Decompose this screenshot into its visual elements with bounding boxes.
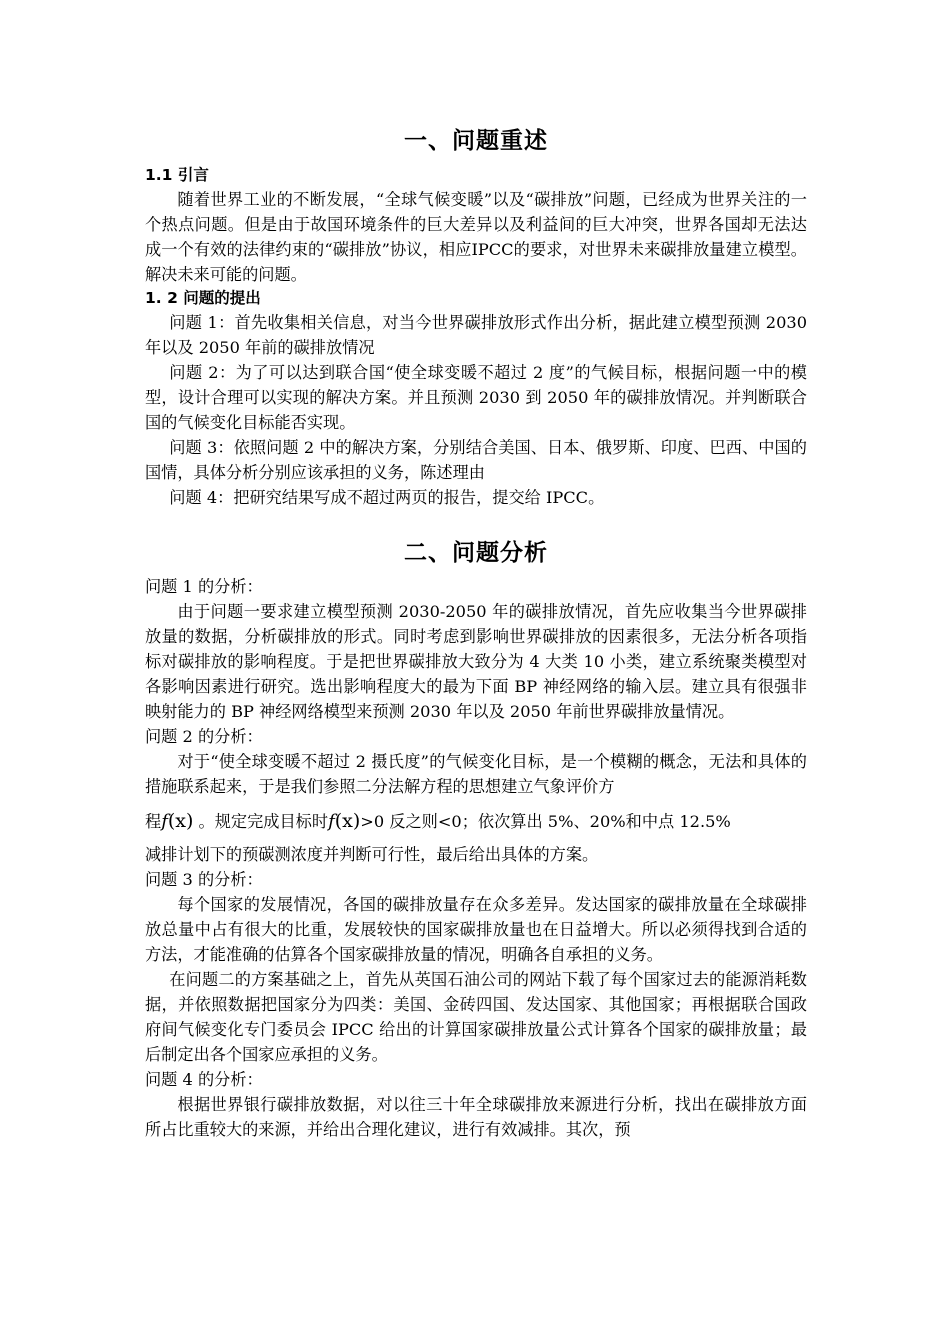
- question-4-paragraph: 问题 4：把研究结果写成不超过两页的报告，提交给 IPCC。: [169, 488, 605, 507]
- analysis-2-formula-line: [145, 801, 807, 842]
- analysis-1-paragraph: 由于问题一要求建立模型预测 2030-2050 年的碳排放情况，首先应收集当今世界碳排放量的数据，分析碳排放的形式。同时考虑到影响世界碳排放的因素很多，无法分析各项指标对碳排放的影响程度。于是把世界碳排放大致分为 4 大类 10 小类，建立系统聚类模型对各影响因素进行研究。选出影响程度大的最为下面 BP 神经网络的输入层。建立具有很强非映射能力的 BP 神经网络模型来预测 2030 年以及 2050 年前世界碳排放量情况。: [145, 602, 807, 721]
- analysis-3-paragraph-2: 在问题二的方案基础之上，首先从英国石油公司的网站下载了每个国家过去的能源消耗数据，并依照数据把国家分为四类：美国、金砖四国、发达国家、其他国家；再根据联合国政府间气候变化专门委员会 IPCC 给出的计算国家碳排放量公式计算各个国家的碳排放量；最后制定出各个国家应承担的义务。: [145, 970, 807, 1064]
- formula-middle-text: 。规定完成目标时: [193, 812, 329, 831]
- analysis-2-tail: 减排计划下的预碳测浓度并判断可行性，最后给出具体的方案。: [145, 845, 599, 864]
- analysis-4-label: 问题 4 的分析：: [145, 1070, 263, 1089]
- formula-function-f: f: [161, 811, 168, 832]
- formula-function-f-2: f: [328, 811, 335, 832]
- question-1-paragraph: 问题 1：首先收集相关信息，对当今世界碳排放形式作出分析，据此建立模型预测 2030 年以及 2050 年前的碳排放情况: [145, 313, 807, 357]
- page-content: [145, 124, 807, 1142]
- formula-argument-x-2: (x): [334, 810, 361, 832]
- intro-paragraph: 随着世界工业的不断发展，“全球气候变暖”以及“碳排放”问题，已经成为世界关注的一个热点问题。但是由于故国环境条件的巨大差异以及利益间的巨大冲突，世界各国却无法达成一个有效的法律约束的“碳排放”协议，相应IPCC的要求，对世界未来碳排放量建立模型。解决未来可能的问题。: [145, 190, 807, 284]
- formula-suffix-text: >0 反之则<0；依次算出 5%、20%和中点 12.5%: [360, 812, 731, 831]
- question-2-paragraph: 问题 2：为了可以达到联合国“使全球变暖不超过 2 度”的气候目标，根据问题一中的模型，设计合理可以实现的解决方案。并且预测 2030 到 2050 年的碳排放情况。并判断联合国的气候变化目标能否实现。: [145, 363, 807, 432]
- analysis-4-paragraph: 根据世界银行碳排放数据，对以往三十年全球碳排放来源进行分析，找出在碳排放方面所占比重较大的来源，并给出合理化建议，进行有效减排。其次，预: [145, 1095, 807, 1139]
- analysis-3-paragraph-1: 每个国家的发展情况，各国的碳排放量存在众多差异。发达国家的碳排放量在全球碳排放总量中占有很大的比重，发展较快的国家碳排放量也在日益增大。所以必须得找到合适的方法，才能准确的估算各个国家碳排放量的情况，明确各自承担的义务。: [145, 895, 807, 964]
- analysis-1-label: 问题 1 的分析：: [145, 577, 263, 596]
- formula-prefix: 程: [145, 812, 162, 831]
- analysis-2-paragraph: 对于“使全球变暖不超过 2 摄氏度”的气候变化目标，是一个模糊的概念，无法和具体的措施联系起来，于是我们参照二分法解方程的思想建立气象评价方: [145, 752, 807, 796]
- section-1-title: 一、问题重述: [404, 128, 548, 154]
- question-3-paragraph: 问题 3：依照问题 2 中的解决方案，分别结合美国、日本、俄罗斯、印度、巴西、中国的国情，具体分析分别应该承担的义务，陈述理由: [145, 438, 807, 482]
- section-2-title: 二、问题分析: [404, 540, 548, 566]
- analysis-2-label: 问题 2 的分析：: [145, 727, 263, 746]
- subsection-1-2-title: 1. 2 问题的提出: [145, 289, 261, 307]
- analysis-3-label: 问题 3 的分析：: [145, 870, 263, 889]
- formula-argument-x: (x): [167, 810, 194, 832]
- subsection-1-1-title: 1.1 引言: [145, 166, 209, 184]
